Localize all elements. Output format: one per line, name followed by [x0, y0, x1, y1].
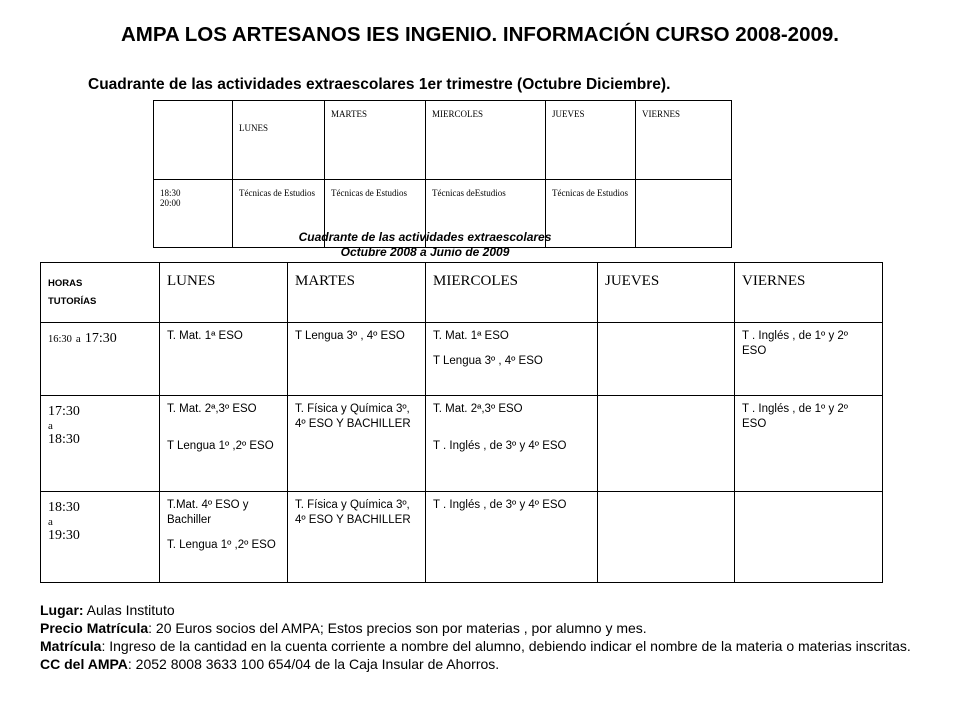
yearly-schedule-table [40, 262, 883, 583]
footer-info [40, 601, 920, 673]
matricula-text: : Ingreso de la cantidad en la cuenta corriente a nombre del alumno, debiendo indicar el nombre de la materia o materias inscritas. [101, 638, 911, 654]
day-header-miercoles: MIERCOLES [426, 263, 598, 323]
cell-miercoles [426, 323, 598, 396]
activity: T. Mat. 1ª ESO [167, 330, 243, 342]
footer-precio [40, 619, 920, 637]
matricula-label: Matrícula [40, 638, 102, 654]
time-end: 20:00 [160, 198, 181, 208]
cc-text: : 2052 8008 3633 100 654/04 de la Caja Insular de Ahorros. [127, 656, 500, 672]
lugar-text: Aulas Instituto [83, 602, 175, 618]
cell-lunes [160, 323, 288, 396]
activity: T . Inglés , de 1º y 2º ESO [742, 403, 848, 430]
time-end: 19:30 [48, 528, 80, 543]
activity: T.Mat. 4º ESO y Bachiller [167, 499, 249, 526]
cell-jueves [598, 323, 735, 396]
activity: T. Mat. 2ª,3º ESO [433, 403, 523, 415]
day-header-martes: MARTES [288, 263, 426, 323]
cell-viernes [735, 323, 883, 396]
time-start: 18:30 [48, 500, 80, 515]
day-header-miercoles: MIERCOLES [426, 101, 546, 180]
first-term-schedule-table [153, 100, 732, 248]
cell-lunes [160, 492, 288, 583]
footer-matricula [40, 637, 920, 655]
day-header-jueves: JUEVES [546, 101, 636, 180]
cell-miercoles [426, 492, 598, 583]
activity: T. Lengua 1º ,2º ESO [167, 539, 276, 551]
time-separator: a [48, 516, 53, 528]
activity: T . Inglés , de 3º y 4º ESO [433, 499, 567, 511]
cell-jueves [598, 492, 735, 583]
cell-martes: Técnicas de Estudios [325, 180, 426, 248]
cell-jueves: Técnicas de Estudios [546, 180, 636, 248]
time-end: 18:30 [48, 432, 80, 447]
lugar-label: Lugar: [40, 602, 84, 618]
activity: T. Mat. 2ª,3º ESO [167, 403, 257, 415]
footer-lugar [40, 601, 920, 619]
time-end: 17:30 [84, 331, 117, 346]
hours-label: HORAS [48, 277, 83, 289]
table-row [41, 492, 883, 583]
activity: T Lengua 3º , 4º ESO [433, 355, 543, 367]
cell-viernes [735, 396, 883, 492]
activity: T . Inglés , de 1º y 2º ESO [742, 330, 848, 357]
hours-header [41, 263, 160, 323]
activity: T. Física y Química 3º, 4º ESO Y BACHILLER [295, 403, 411, 430]
time-cell [41, 323, 160, 396]
yearly-schedule-title [210, 230, 640, 260]
yearly-title-line1: Cuadrante de las actividades extraescolares [298, 230, 552, 244]
cc-label: CC del AMPA [40, 656, 128, 672]
day-header-lunes: LUNES [233, 101, 325, 180]
time-cell [41, 492, 160, 583]
table-row [41, 396, 883, 492]
time-cell [41, 396, 160, 492]
time-start: 16:30 [48, 334, 72, 345]
first-term-subtitle: Cuadrante de las actividades extraescolares 1er trimestre (Octubre Diciembre). [88, 76, 671, 93]
cell-martes [288, 323, 426, 396]
cell-lunes [160, 396, 288, 492]
cell-viernes [636, 180, 732, 248]
cell-lunes: Técnicas de Estudios [233, 180, 325, 248]
cell-viernes [735, 492, 883, 583]
activity: T. Física y Química 3º, 4º ESO Y BACHILLER [295, 499, 411, 526]
yearly-title-line2: Octubre 2008 a Junio de 2009 [340, 245, 510, 259]
day-header-viernes: VIERNES [735, 263, 883, 323]
table-header-row [41, 263, 883, 323]
table-row [41, 323, 883, 396]
time-separator: a [75, 333, 81, 345]
cell-martes [288, 492, 426, 583]
activity: T . Inglés , de 3º y 4º ESO [433, 440, 567, 452]
activity: T Lengua 1º ,2º ESO [167, 440, 274, 452]
table-header-row [154, 101, 732, 180]
cell-martes [288, 396, 426, 492]
precio-label: Precio Matrícula [40, 620, 149, 636]
cell-miercoles [426, 396, 598, 492]
day-header-lunes: LUNES [160, 263, 288, 323]
day-header-viernes: VIERNES [636, 101, 732, 180]
precio-text: : 20 Euros socios del AMPA; Estos precios son por materias , por alumno y mes. [148, 620, 647, 636]
tutorias-label: TUTORÍAS [48, 295, 97, 307]
footer-cc [40, 655, 920, 673]
activity: T Lengua 3º , 4º ESO [295, 330, 405, 342]
time-start: 17:30 [48, 404, 80, 419]
activity: T. Mat. 1ª ESO [433, 330, 509, 342]
page-title: AMPA LOS ARTESANOS IES INGENIO. INFORMACIÓN CURSO 2008-2009. [120, 23, 839, 46]
time-separator: a [48, 420, 53, 432]
empty-corner-cell [154, 101, 233, 180]
day-header-martes: MARTES [325, 101, 426, 180]
time-start: 18:30 [160, 188, 181, 198]
cell-jueves [598, 396, 735, 492]
day-header-jueves: JUEVES [598, 263, 735, 323]
cell-miercoles: Técnicas deEstudios [426, 180, 546, 248]
